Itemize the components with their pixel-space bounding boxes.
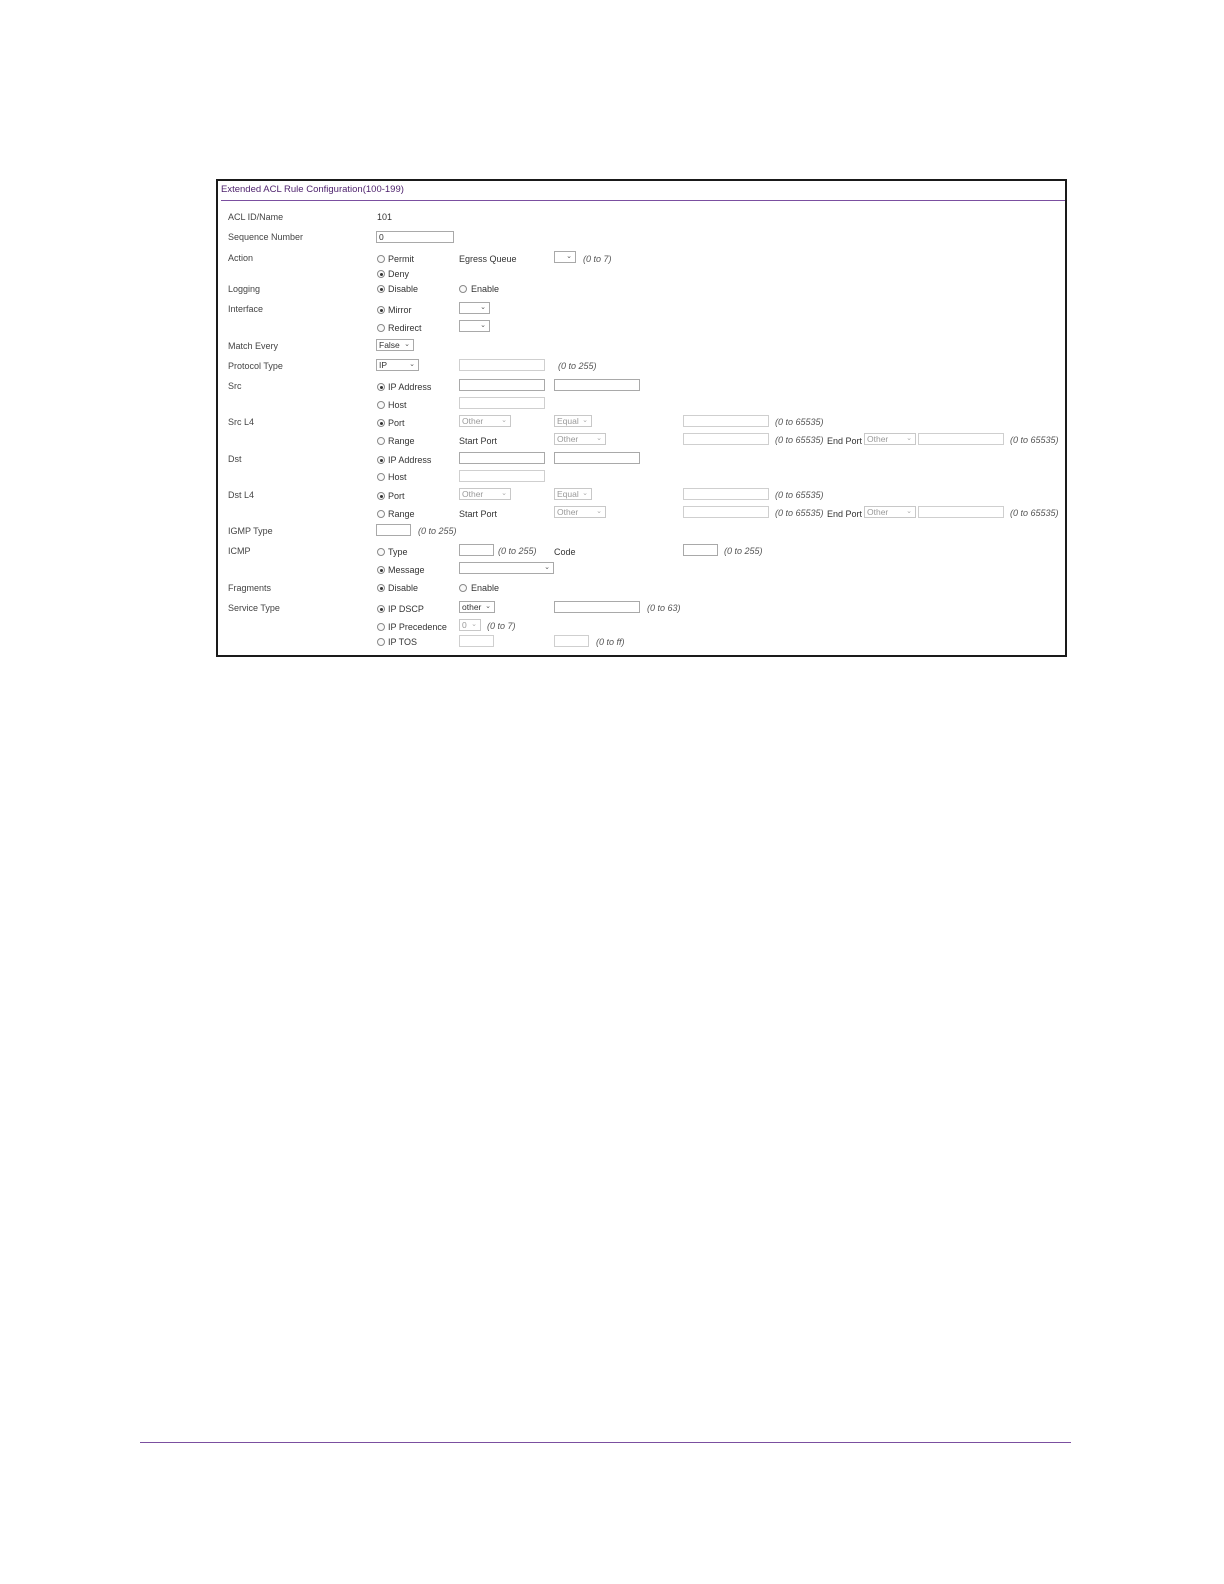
- dst-ip-address-input[interactable]: [459, 452, 545, 464]
- chevron-down-icon: ⌄: [480, 322, 486, 329]
- dst-l4-port-value: Other: [462, 489, 484, 499]
- ip-precedence-range-hint: (0 to 7): [487, 621, 516, 631]
- fragments-enable-radio[interactable]: [459, 584, 467, 592]
- interface-redirect-radio[interactable]: [377, 324, 385, 332]
- src-l4-port-value: Other: [462, 416, 484, 426]
- action-deny-label: Deny: [388, 269, 410, 279]
- icmp-type-radio[interactable]: [377, 548, 385, 556]
- src-start-port-range-hint: (0 to 65535): [775, 435, 824, 445]
- icmp-label: ICMP: [228, 546, 251, 556]
- chevron-down-icon: ⌄: [906, 435, 912, 442]
- logging-disable-radio[interactable]: [377, 285, 385, 293]
- ip-precedence-value: 0: [462, 620, 467, 630]
- icmp-type-input[interactable]: [459, 544, 494, 556]
- dst-l4-operator-select[interactable]: [554, 488, 592, 500]
- src-start-port-select[interactable]: [554, 433, 606, 445]
- interface-label: Interface: [228, 304, 264, 314]
- icmp-message-radio[interactable]: [377, 566, 385, 574]
- ip-precedence-radio[interactable]: [377, 623, 385, 631]
- match-every-select[interactable]: [376, 339, 414, 351]
- chevron-down-icon: ⌄: [501, 417, 507, 424]
- protocol-range-hint: (0 to 255): [558, 361, 597, 371]
- interface-redirect-label: Redirect: [388, 323, 422, 333]
- src-ip-address-label: IP Address: [388, 382, 432, 392]
- ip-tos-mask-input[interactable]: [554, 635, 589, 647]
- dst-ip-address-label: IP Address: [388, 455, 432, 465]
- ip-dscp-radio[interactable]: [377, 605, 385, 613]
- interface-mirror-label: Mirror: [388, 305, 412, 315]
- fragments-label: Fragments: [228, 583, 272, 593]
- src-end-port-value: Other: [867, 434, 889, 444]
- src-l4-label: Src L4: [228, 417, 255, 427]
- dst-end-port-range-hint: (0 to 65535): [1010, 508, 1059, 518]
- dst-start-port-number-input[interactable]: [683, 506, 769, 518]
- src-l4-operator-value: Equal: [557, 416, 579, 426]
- egress-queue-select[interactable]: [554, 251, 576, 263]
- ip-dscp-label: IP DSCP: [388, 604, 424, 614]
- src-l4-range-radio[interactable]: [377, 437, 385, 445]
- chevron-down-icon: ⌄: [404, 341, 410, 348]
- src-label: Src: [228, 381, 242, 391]
- igmp-type-input[interactable]: [376, 524, 411, 536]
- egress-queue-label: Egress Queue: [459, 254, 517, 264]
- protocol-type-value: IP: [379, 360, 388, 370]
- mirror-interface-select[interactable]: [459, 302, 490, 314]
- ip-tos-range-hint: (0 to ff): [596, 637, 625, 647]
- protocol-type-select[interactable]: [376, 359, 419, 371]
- chevron-down-icon: ⌄: [485, 603, 491, 610]
- dst-ip-address-radio[interactable]: [377, 456, 385, 464]
- src-host-label: Host: [388, 400, 407, 410]
- protocol-number-input[interactable]: [459, 359, 545, 371]
- action-label: Action: [228, 253, 254, 263]
- sequence-number-label: Sequence Number: [228, 232, 304, 242]
- acl-id-label: ACL ID/Name: [228, 212, 284, 222]
- dst-l4-range-label: Range: [388, 509, 415, 519]
- icmp-code-input[interactable]: [683, 544, 718, 556]
- src-end-port-label: End Port: [827, 436, 863, 446]
- ip-tos-radio[interactable]: [377, 638, 385, 646]
- fragments-disable-label: Disable: [388, 583, 419, 593]
- match-every-value: False: [379, 340, 400, 350]
- dst-l4-port-select[interactable]: [459, 488, 511, 500]
- match-every-label: Match Every: [228, 341, 279, 351]
- src-ip-address-radio[interactable]: [377, 383, 385, 391]
- dst-l4-port-label: Port: [388, 491, 405, 501]
- dst-l4-operator-value: Equal: [557, 489, 579, 499]
- dst-l4-range-radio[interactable]: [377, 510, 385, 518]
- redirect-interface-select[interactable]: [459, 320, 490, 332]
- protocol-type-label: Protocol Type: [228, 361, 283, 371]
- dst-l4-port-number-input[interactable]: [683, 488, 769, 500]
- src-l4-range-label: Range: [388, 436, 415, 446]
- dst-end-port-label: End Port: [827, 509, 863, 519]
- chevron-down-icon: ⌄: [471, 621, 477, 628]
- icmp-code-range-hint: (0 to 255): [724, 546, 763, 556]
- dst-end-port-value: Other: [867, 507, 889, 517]
- chevron-down-icon: ⌄: [480, 304, 486, 311]
- icmp-message-label: Message: [388, 565, 425, 575]
- ip-precedence-label: IP Precedence: [388, 622, 447, 632]
- page-footer-divider: [140, 1442, 1071, 1443]
- dst-l4-label: Dst L4: [228, 490, 255, 500]
- ip-precedence-select[interactable]: [459, 619, 481, 631]
- ip-tos-bits-input[interactable]: [459, 635, 494, 647]
- igmp-type-label: IGMP Type: [228, 526, 273, 536]
- egress-queue-range-hint: (0 to 7): [583, 254, 612, 264]
- chevron-down-icon: ⌄: [501, 490, 507, 497]
- logging-label: Logging: [228, 284, 261, 294]
- ip-dscp-range-hint: (0 to 63): [647, 603, 681, 613]
- dst-end-port-number-input[interactable]: [918, 506, 1004, 518]
- sequence-number-input[interactable]: 0: [376, 231, 454, 243]
- acl-rule-config-panel: [216, 179, 1067, 657]
- acl-id-value: 101: [377, 212, 393, 222]
- dst-host-input[interactable]: [459, 470, 545, 482]
- dst-l4-port-range-hint: (0 to 65535): [775, 490, 824, 500]
- service-type-label: Service Type: [228, 603, 280, 613]
- ip-dscp-value: other: [462, 602, 482, 612]
- icmp-type-range-hint: (0 to 255): [498, 546, 537, 556]
- chevron-down-icon: ⌄: [409, 361, 415, 368]
- chevron-down-icon: ⌄: [596, 435, 602, 442]
- src-end-port-number-input[interactable]: [918, 433, 1004, 445]
- src-ip-mask-input[interactable]: [554, 379, 640, 391]
- logging-enable-label: Enable: [471, 284, 500, 294]
- chevron-down-icon: ⌄: [582, 417, 588, 424]
- src-l4-port-radio[interactable]: [377, 419, 385, 427]
- src-l4-operator-select[interactable]: [554, 415, 592, 427]
- panel-title: Extended ACL Rule Configuration(100-199): [221, 184, 404, 195]
- ip-tos-label: IP TOS: [388, 637, 418, 647]
- dst-end-port-select[interactable]: [864, 506, 916, 518]
- action-permit-label: Permit: [388, 254, 415, 264]
- fragments-enable-label: Enable: [471, 583, 500, 593]
- src-host-radio[interactable]: [377, 401, 385, 409]
- chevron-down-icon: ⌄: [906, 508, 912, 515]
- src-start-port-value: Other: [557, 434, 579, 444]
- dst-ip-mask-input[interactable]: [554, 452, 640, 464]
- chevron-down-icon: ⌄: [596, 508, 602, 515]
- src-host-input[interactable]: [459, 397, 545, 409]
- src-ip-address-input[interactable]: [459, 379, 545, 391]
- dst-start-port-select[interactable]: [554, 506, 606, 518]
- dst-start-port-value: Other: [557, 507, 579, 517]
- dst-start-port-label: Start Port: [459, 509, 498, 519]
- chevron-down-icon: ⌄: [544, 564, 550, 571]
- logging-enable-radio[interactable]: [459, 285, 467, 293]
- interface-mirror-radio[interactable]: [377, 306, 385, 314]
- logging-disable-label: Disable: [388, 284, 419, 294]
- chevron-down-icon: ⌄: [582, 490, 588, 497]
- action-permit-radio[interactable]: [377, 255, 385, 263]
- igmp-type-range-hint: (0 to 255): [418, 526, 457, 536]
- icmp-code-label: Code: [554, 547, 576, 557]
- dst-start-port-range-hint: (0 to 65535): [775, 508, 824, 518]
- src-start-port-label: Start Port: [459, 436, 498, 446]
- ip-dscp-select[interactable]: [459, 601, 495, 613]
- src-end-port-select[interactable]: [864, 433, 916, 445]
- src-start-port-number-input[interactable]: [683, 433, 769, 445]
- src-l4-port-select[interactable]: [459, 415, 511, 427]
- dst-label: Dst: [228, 454, 242, 464]
- src-l4-port-label: Port: [388, 418, 405, 428]
- icmp-message-select[interactable]: [459, 562, 554, 574]
- dst-host-label: Host: [388, 472, 407, 482]
- dst-host-radio[interactable]: [377, 473, 385, 481]
- chevron-down-icon: ⌄: [566, 253, 572, 260]
- src-l4-port-range-hint: (0 to 65535): [775, 417, 824, 427]
- dst-l4-port-radio[interactable]: [377, 492, 385, 500]
- action-deny-radio[interactable]: [377, 270, 385, 278]
- ip-dscp-value-input[interactable]: [554, 601, 640, 613]
- src-end-port-range-hint: (0 to 65535): [1010, 435, 1059, 445]
- panel-title-divider: [221, 200, 1065, 201]
- fragments-disable-radio[interactable]: [377, 584, 385, 592]
- icmp-type-label: Type: [388, 547, 408, 557]
- src-l4-port-number-input[interactable]: [683, 415, 769, 427]
